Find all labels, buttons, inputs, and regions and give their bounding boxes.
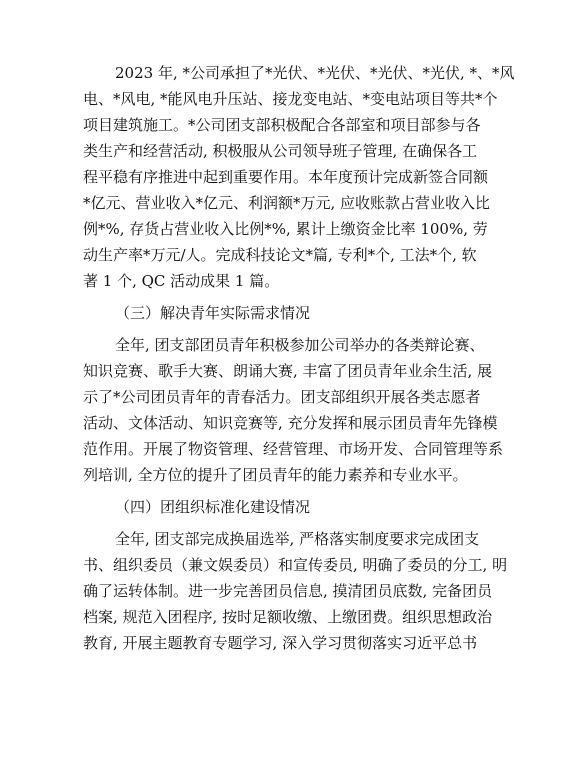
document-body: [83, 60, 515, 656]
paragraph-1-line-7: 例*%, 存货占营业收入比例*%, 累计上缴资金比率 100%, 劳: [83, 220, 488, 238]
paragraph-2-line-1: 全年, 团支部团员青年积极参加公司举办的各类辩论赛、: [115, 336, 485, 354]
paragraph-2-line-5: 范作用。开展了物资管理、经营管理、市场开发、合同管理等系: [83, 440, 504, 458]
paragraph-3-line-5: 教育, 开展主题教育专题学习, 深入学习贯彻落实习近平总书: [83, 634, 478, 652]
paragraph-3-line-1: 全年, 团支部完成换届选举, 严格落实制度要求完成团支: [115, 530, 480, 548]
paragraph-1-line-2: 电、*风电, *能风电升压站、接龙变电站、*变电站项目等共*个: [83, 90, 498, 108]
paragraph-3-line-3: 确了运转体制。进一步完善团员信息, 摸清团员底数, 完备团员: [83, 582, 493, 600]
section-heading-3: （三）解决青年实际需求情况: [115, 304, 311, 322]
paragraph-1-line-9: 著 1 个, QC 活动成果 1 篇。: [83, 272, 280, 290]
paragraph-1-line-8: 动生产率*万元/人。完成科技论文*篇, 专利*个, 工法*个, 软: [83, 246, 477, 264]
paragraph-2-line-3: 示了*公司团员青年的青春活力。团支部组织开展各类志愿者: [83, 388, 481, 406]
paragraph-2-line-6: 列培训, 全方位的提升了团员青年的能力素养和专业水平。: [83, 466, 468, 484]
paragraph-1-line-4: 类生产和经营活动, 积极服从公司领导班子管理, 在确保各工: [83, 142, 478, 160]
paragraph-1-line-5: 程平稳有序推进中起到重要作用。本年度预计完成新签合同额: [83, 168, 489, 186]
paragraph-1-line-1: 2023 年, *公司承担了*光伏、*光伏、*光伏、*光伏, *、*风: [115, 64, 515, 82]
paragraph-3-line-2: 书、组织委员（兼文娱委员）和宣传委员, 明确了委员的分工, 明: [83, 556, 508, 574]
paragraph-1-line-3: 项目建筑施工。*公司团支部积极配合各部室和项目部参与各: [83, 116, 481, 134]
paragraph-2-line-2: 知识竞赛、歌手大赛、朗诵大赛, 丰富了团员青年业余生活, 展: [83, 362, 493, 380]
paragraph-3-line-4: 档案, 规范入团程序, 按时足额收缴、上缴团费。组织思想政治: [83, 608, 493, 626]
paragraph-2-line-4: 活动、文体活动、知识竞赛等, 充分发挥和展示团员青年先锋模: [83, 414, 498, 432]
paragraph-1-line-6: *亿元、营业收入*亿元、利润额*万元, 应收账款占营业收入比: [83, 194, 491, 212]
section-heading-4: （四）团组织标准化建设情况: [115, 498, 311, 516]
